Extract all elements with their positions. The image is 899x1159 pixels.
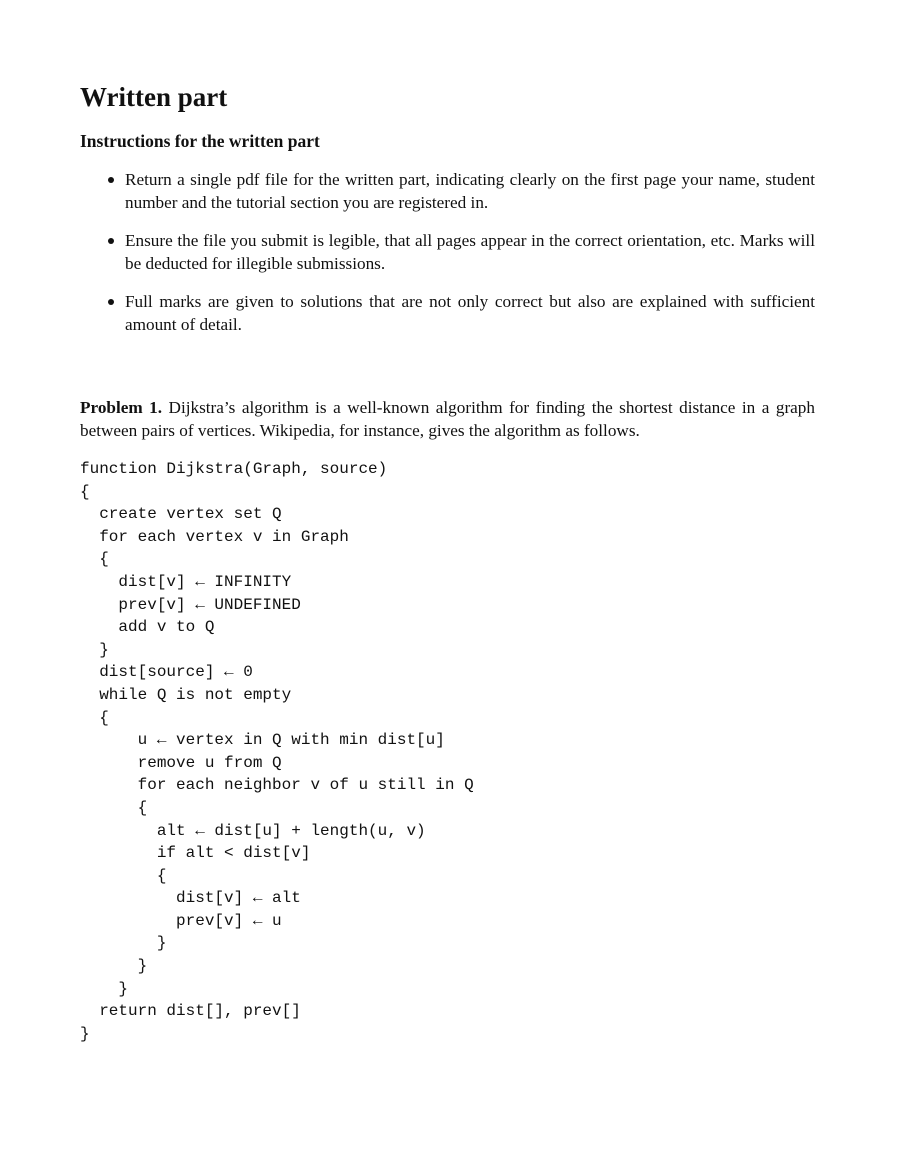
instructions-list [80,169,815,352]
code-line: remove u from Q [80,753,282,772]
code-line: alt ← dist[u] + length(u, v) [80,821,426,840]
problem-statement [80,396,815,442]
bullet-icon [108,238,114,244]
code-line: add v to Q [80,618,215,637]
bullet-icon [108,299,114,305]
code-line: } [80,1024,90,1043]
code-line: for each vertex v in Graph [80,527,349,546]
code-line: u ← vertex in Q with min dist[u] [80,731,445,750]
code-line: { [80,482,90,501]
code-line: prev[v] ← UNDEFINED [80,595,301,614]
code-line: create vertex set Q [80,505,282,524]
section-title: Written part [80,82,228,112]
code-line: } [80,979,129,998]
code-line: { [80,798,148,817]
code-line: dist[source] ← 0 [80,663,253,682]
code-line: { [80,866,167,885]
code-line: } [80,934,167,953]
instruction-text: Full marks are given to solutions that are not only correct but also are explained with sufficient amount of detail. [125,292,815,334]
section-subtitle: Instructions for the written part [80,131,320,151]
bullet-icon [108,177,114,183]
code-line: prev[v] ← u [80,911,282,930]
code-line: { [80,550,109,569]
instruction-item [80,230,815,275]
instruction-item [80,291,815,336]
code-line: } [80,957,148,976]
instruction-text: Return a single pdf file for the written part, indicating clearly on the first page your name, student number and the tutorial section you are registered in. [125,170,815,212]
problem-label: Problem 1. [80,398,163,417]
problem-text: Dijkstra’s algorithm is a well-known algorithm for finding the shortest distance in a graph between pairs of vertices. Wikipedia, for instance, gives the algorithm as follows. [80,398,815,440]
code-line: for each neighbor v of u still in Q [80,776,474,795]
code-block [80,458,474,1045]
code-line: dist[v] ← INFINITY [80,572,292,591]
code-line: return dist[], prev[] [80,1002,301,1021]
code-line: } [80,640,109,659]
code-line: dist[v] ← alt [80,889,301,908]
instruction-text: Ensure the file you submit is legible, that all pages appear in the correct orientation, etc. Marks will be deducted for illegible submissions. [125,231,815,273]
instruction-item [80,169,815,214]
code-line: { [80,708,109,727]
code-line: if alt < dist[v] [80,844,311,863]
code-line: while Q is not empty [80,685,292,704]
code-line: function Dijkstra(Graph, source) [80,460,388,478]
